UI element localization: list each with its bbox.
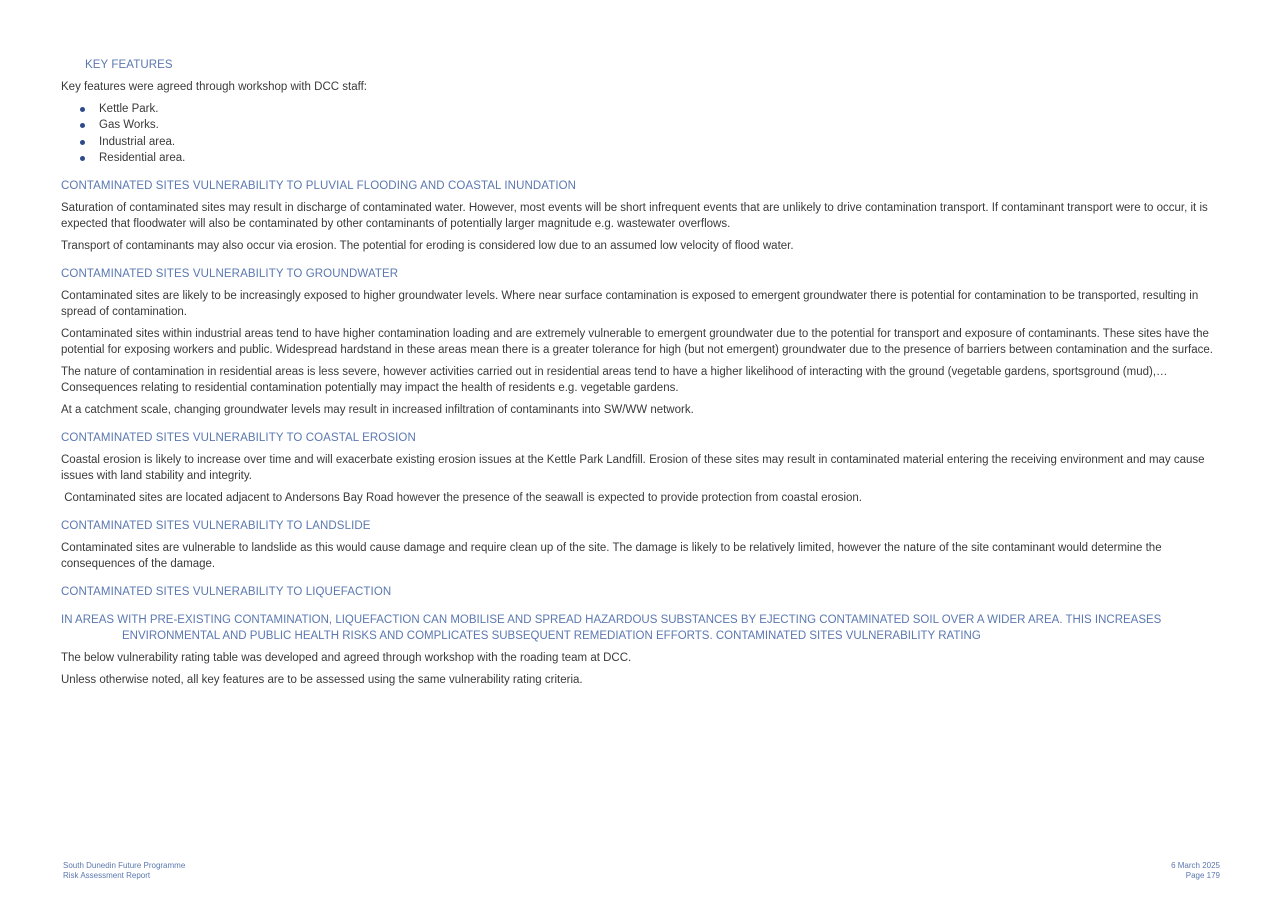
coastal-paragraph-1: Coastal erosion is likely to increase over time and will exacerbate existing erosion issues at the Kettle Park Landfill. Erosion of these sites may result in contaminated material entering the receiving environment and may cause issues with land stability and integrity. — [61, 454, 1205, 483]
footer-programme: South Dunedin Future Programme — [63, 861, 186, 870]
bullet-icon — [80, 156, 85, 161]
footer-left — [63, 861, 185, 880]
footer-page-number: Page 179 — [1185, 870, 1220, 880]
liquefaction-caps-line-1: IN AREAS WITH PRE-EXISTING CONTAMINATION, LIQUEFACTION CAN MOBILISE AND SPREAD HAZARDOUS SUBSTANCES BY EJECTING CONTAMINATED SOIL OVER A WIDER AREA. THIS INCREASES — [61, 614, 1162, 627]
groundwater-paragraph-2: Contaminated sites within industrial areas tend to have higher contamination loading and are extremely vulnerable to emergent groundwater due to the potential for transport and exposure of contaminants. These sites have the potential for exposing workers and public. Widespread hardstand in these areas mean there is a greater tolerance for high (but not emergent) groundwater due to the presence of barriers between contamination and the surface. — [61, 328, 1213, 357]
heading-groundwater: CONTAMINATED SITES VULNERABILITY TO GROUNDWATER — [61, 268, 399, 281]
groundwater-paragraph-3: The nature of contamination in residential areas is less severe, however activities carried out in residential areas tend to have a higher likelihood of interacting with the ground (vegetable gardens, sportsground (mud),… Consequences relating to residential contamination potentially may impact the health of residents e.g. vegetable gardens. — [61, 366, 1168, 395]
heading-landslide: CONTAMINATED SITES VULNERABILITY TO LANDSLIDE — [61, 520, 371, 533]
list-item: Residential area. — [61, 150, 1225, 166]
coastal-paragraph-2: Contaminated sites are located adjacent to Andersons Bay Road however the presence of the seawall is expected to provide protection from coastal erosion. — [61, 492, 862, 505]
footer-report: Risk Assessment Report — [63, 870, 151, 880]
bullet-icon — [80, 107, 85, 112]
liquefaction-caps-heading — [61, 612, 1225, 644]
landslide-paragraph-1: Contaminated sites are vulnerable to landslide as this would cause damage and require clean up of the site. The damage is likely to be relatively limited, however the nature of the site contaminant would determine the consequences of the damage. — [61, 542, 1162, 571]
heading-coastal-erosion: CONTAMINATED SITES VULNERABILITY TO COASTAL EROSION — [61, 432, 416, 445]
liquefaction-paragraph-2: Unless otherwise noted, all key features are to be assessed using the same vulnerability rating criteria. — [61, 674, 583, 687]
heading-liquefaction: CONTAMINATED SITES VULNERABILITY TO LIQUEFACTION — [61, 586, 392, 599]
bullet-icon — [80, 123, 85, 128]
heading-pluvial: CONTAMINATED SITES VULNERABILITY TO PLUVIAL FLOODING AND COASTAL INUNDATION — [61, 180, 577, 193]
key-features-list — [61, 101, 1225, 166]
pluvial-paragraph-1: Saturation of contaminated sites may result in discharge of contaminated water. However, most events will be short infrequent events that are unlikely to drive contamination transport. If contaminant transport were to occur, it is expected that floodwater will also be contaminated by other contaminants of potentially larger magnitude e.g. wastewater overflows. — [61, 202, 1208, 231]
list-item: Gas Works. — [61, 117, 1225, 133]
liquefaction-caps-line-2: ENVIRONMENTAL AND PUBLIC HEALTH RISKS AND COMPLICATES SUBSEQUENT REMEDIATION EFFORTS. CONTAMINATED SITES VULNERABILITY RATING — [122, 630, 981, 643]
liquefaction-paragraph-1: The below vulnerability rating table was developed and agreed through workshop with the roading team at DCC. — [61, 652, 632, 665]
groundwater-paragraph-4: At a catchment scale, changing groundwater levels may result in increased infiltration of contaminants into SW/WW network. — [61, 404, 694, 417]
bullet-icon — [80, 140, 85, 145]
footer-right — [1171, 861, 1220, 880]
groundwater-paragraph-1: Contaminated sites are likely to be increasingly exposed to higher groundwater levels. Where near surface contamination is exposed to emergent groundwater there is potential for contamination to be transported, resulting in spread of contamination. — [61, 290, 1199, 319]
key-features-intro: Key features were agreed through workshop with DCC staff: — [61, 81, 367, 93]
list-item: Industrial area. — [61, 134, 1225, 150]
pluvial-paragraph-2: Transport of contaminants may also occur via erosion. The potential for eroding is considered low due to an assumed low velocity of flood water. — [61, 240, 794, 253]
list-item: Kettle Park. — [61, 101, 1225, 117]
heading-key-features: KEY FEATURES — [85, 59, 173, 71]
footer-date: 6 March 2025 — [1171, 861, 1220, 870]
document-page — [61, 57, 1225, 688]
